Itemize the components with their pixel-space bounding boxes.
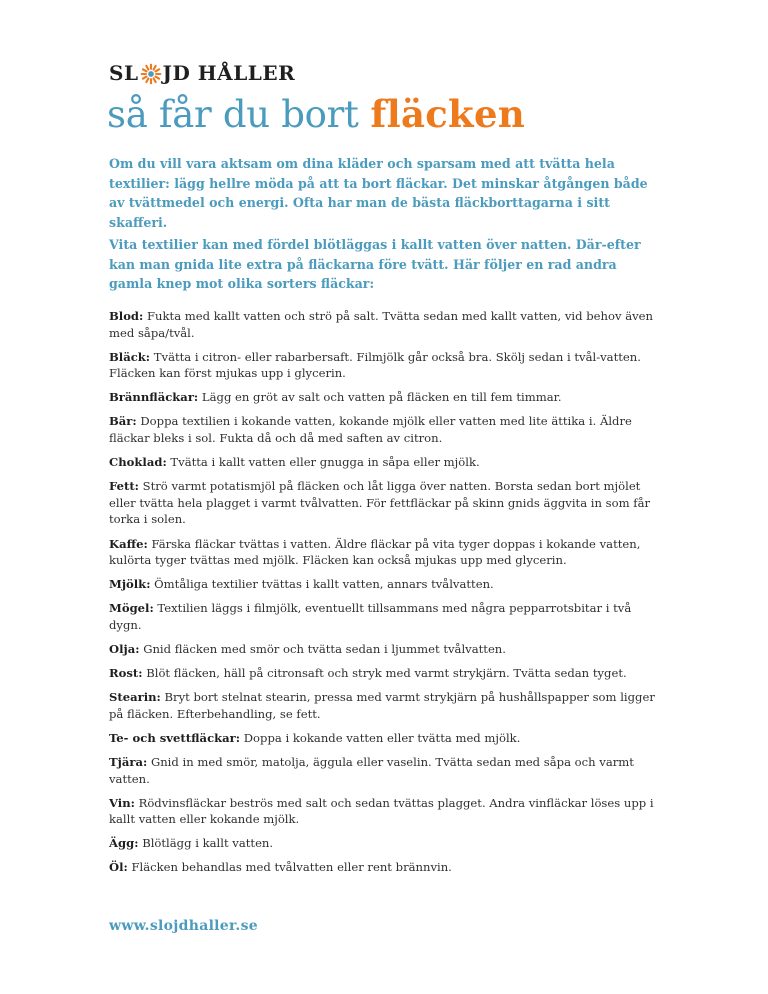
stain-entry — [109, 576, 661, 593]
stain-term: Vin: — [109, 795, 135, 810]
stain-instructions: Rödvinsfläckar beströs med salt och sedan tvättas plagget. Andra vinfläckar löses upp i kallt vatten eller kokande mjölk. — [109, 795, 654, 827]
stain-term: Öl: — [109, 860, 128, 875]
stain-instructions: Ömtåliga textilier tvättas i kallt vatten, annars tvålvatten. — [154, 577, 494, 592]
intro-paragraph-2: Vita textilier kan med fördel blötläggas i kallt vatten över natten. Där-efter kan man gnida lite extra på fläckarna före tvätt. Här följer en rad andra gamla knep mot olika sorters fläckar: — [109, 237, 641, 291]
stain-term: Ägg: — [109, 836, 139, 851]
stain-entry — [109, 754, 661, 787]
stain-instructions: Lägg en gröt av salt och vatten på fläcken en till fem timmar. — [201, 390, 562, 405]
stain-entry — [109, 600, 661, 633]
stain-instructions: Gnid in med smör, matolja, äggula eller vaselin. Tvätta sedan med såpa och varmt vatten. — [109, 754, 634, 786]
page-title — [107, 90, 525, 139]
stain-entry — [109, 454, 661, 471]
stain-term: Te- och svettfläckar: — [109, 730, 241, 745]
stain-entry — [109, 795, 661, 828]
stain-term: Blod: — [109, 309, 144, 323]
title-light: så får du bort — [107, 93, 359, 136]
stain-entry — [109, 536, 661, 569]
stain-instructions: Tvätta i kallt vatten eller gnugga in såpa eller mjölk. — [170, 455, 480, 470]
stain-term: Bär: — [109, 414, 137, 429]
stain-list — [109, 308, 661, 884]
stain-entry — [109, 835, 661, 852]
stain-entry — [109, 730, 661, 747]
sun-icon — [140, 63, 162, 85]
stain-term: Kaffe: — [109, 536, 148, 551]
stain-entry — [109, 478, 661, 528]
stain-term: Brännfläckar: — [109, 390, 199, 405]
stain-term: Rost: — [109, 666, 143, 681]
stain-instructions: Bryt bort stelnat stearin, pressa med varmt strykjärn på hushållspapper som ligger på fläcken. Efterbehandling, se fett. — [109, 690, 655, 721]
stain-entry — [109, 308, 661, 341]
stain-instructions: Färska fläckar tvättas i vatten. Äldre fläckar på vita tyger doppas i kokande vatten, kulörta tyger tvättas med mjölk. Fläcken kan också mjukas upp med glycerin. — [109, 536, 641, 568]
logo-text-left: SL — [109, 61, 139, 85]
stain-entry — [109, 665, 661, 682]
stain-entry — [109, 349, 661, 382]
stain-instructions: Doppa i kokande vatten eller tvätta med mjölk. — [243, 730, 521, 745]
title-highlight: fläcken — [370, 92, 526, 136]
stain-entry — [109, 389, 661, 406]
stain-term: Tjära: — [109, 754, 148, 769]
stain-entry — [109, 859, 661, 876]
stain-term: Mjölk: — [109, 577, 151, 592]
stain-entry — [109, 641, 661, 658]
stain-instructions: Fukta med kallt vatten och strö på salt. Tvätta sedan med kallt vatten, vid behov även med såpa/tvål. — [109, 309, 653, 340]
stain-instructions: Blötlägg i kallt vatten. — [142, 836, 274, 851]
stain-term: Olja: — [109, 642, 140, 656]
stain-instructions: Strö varmt potatismjöl på fläcken och låt ligga över natten. Borsta sedan bort mjölet eller tvätta hela plagget i varmt tvålvatten. För fettfläckar på skinn gnids äggvita in som får torka i solen. — [109, 479, 651, 527]
stain-term: Mögel: — [109, 601, 154, 616]
intro-paragraph-1: Om du vill vara aktsam om dina kläder och sparsam med att tvätta hela textilier: lägg hellre möda på att ta bort fläckar. Det minskar åtgången både av tvättmedel och energi. Ofta har man de bästa fläckborttagarna i sitt skafferi. — [109, 156, 648, 230]
stain-instructions: Textilien läggs i filmjölk, eventuellt tillsammans med några pepparrotsbitar i två dygn. — [109, 601, 632, 632]
website-link[interactable]: www.slojdhaller.se — [109, 918, 258, 934]
stain-term: Bläck: — [109, 349, 151, 364]
stain-instructions: Blöt fläcken, häll på citronsaft och stryk med varmt strykjärn. Tvätta sedan tyget. — [146, 666, 627, 681]
stain-entry — [109, 689, 661, 722]
stain-instructions: Tvätta i citron- eller rabarbersaft. Filmjölk går också bra. Skölj sedan i tvål-vatten. Fläcken kan först mjukas upp i glycerin. — [109, 349, 641, 381]
brand-logo — [109, 60, 295, 86]
stain-instructions: Fläcken behandlas med tvålvatten eller rent brännvin. — [131, 860, 452, 875]
stain-term: Stearin: — [109, 690, 161, 705]
stain-term: Choklad: — [109, 455, 167, 470]
stain-entry — [109, 413, 661, 446]
logo-text-right: JD HÅLLER — [162, 61, 296, 85]
stain-term: Fett: — [109, 479, 139, 494]
stain-instructions: Gnid fläcken med smör och tvätta sedan i ljummet tvålvatten. — [143, 642, 506, 656]
stain-instructions: Doppa textilien i kokande vatten, kokande mjölk eller vatten med lite ättika i. Äldre fläckar bleks i sol. Fukta då och då med saften av citron. — [109, 414, 632, 446]
